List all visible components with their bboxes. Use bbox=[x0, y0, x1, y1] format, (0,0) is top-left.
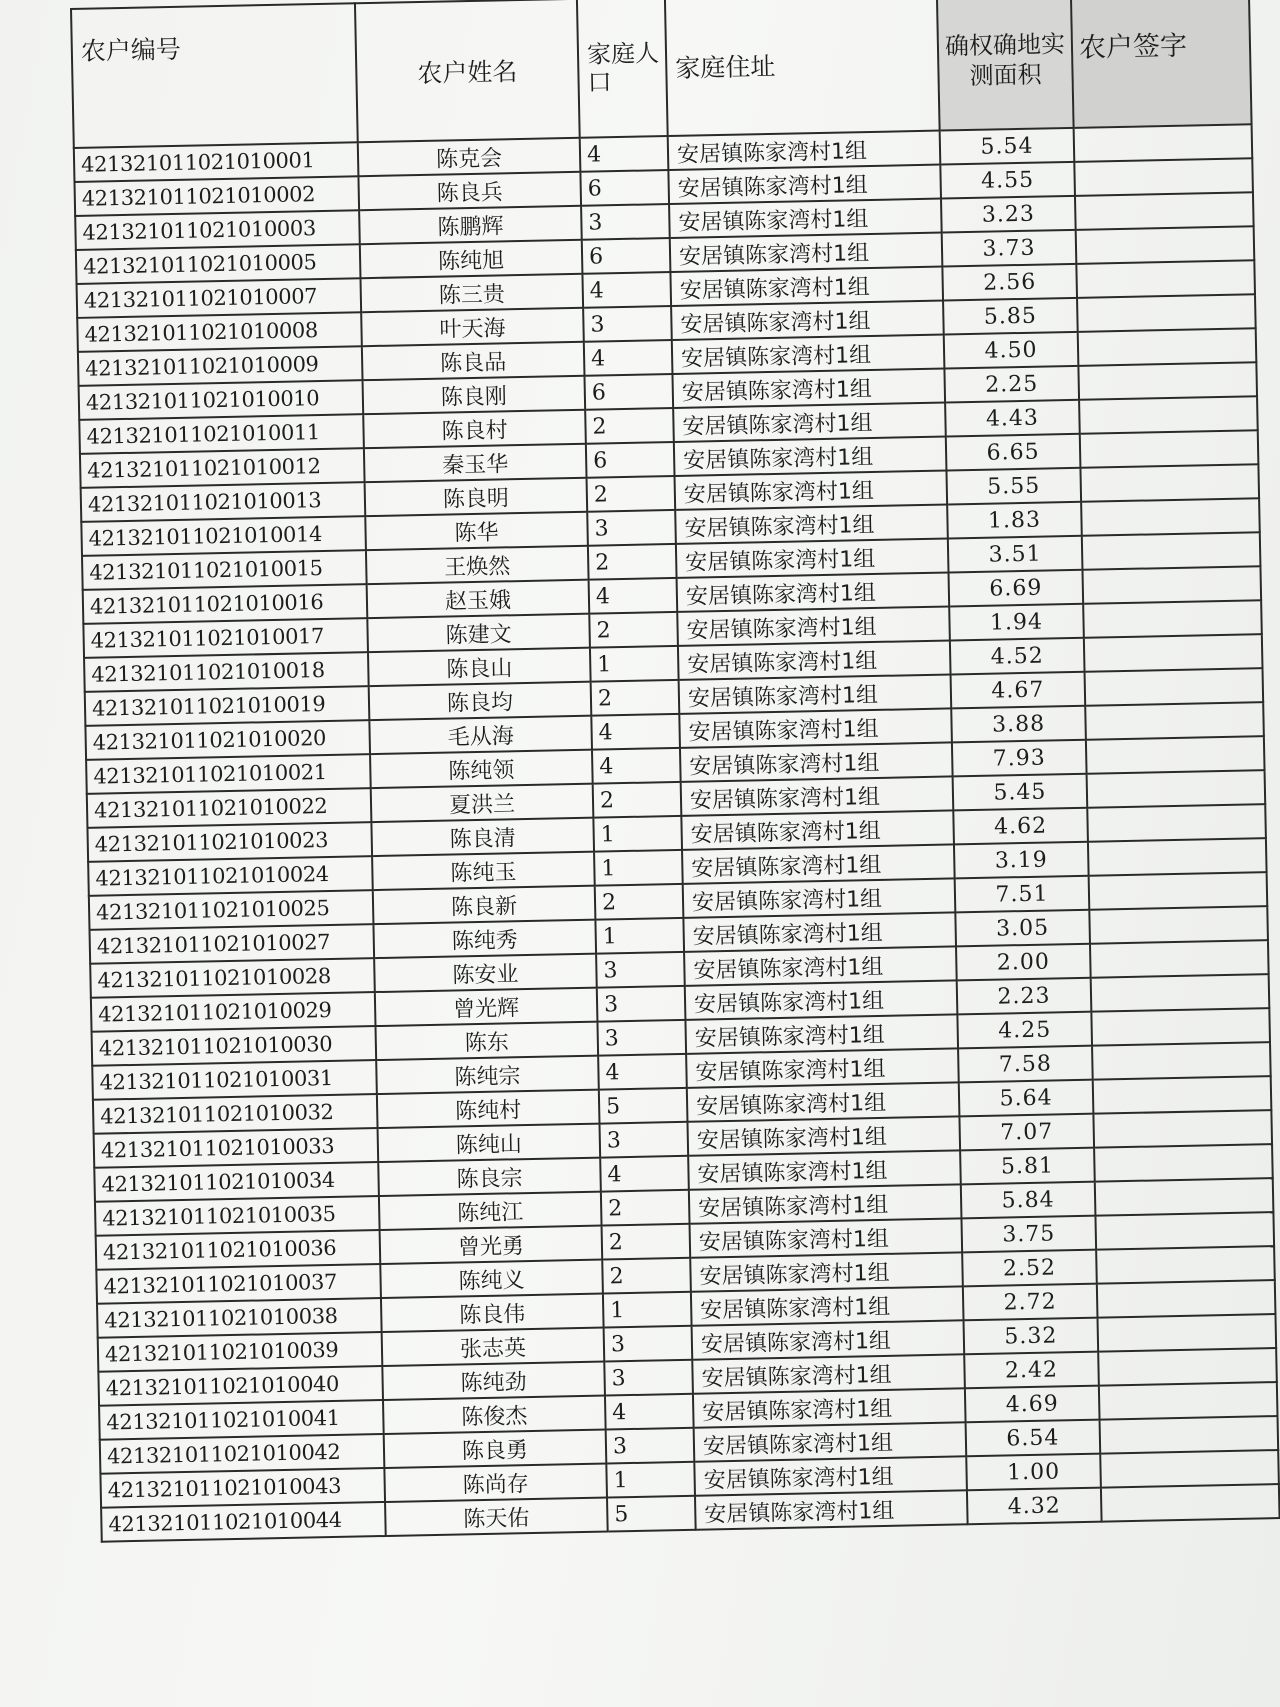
cell-household-code: 421321011021010028 bbox=[90, 958, 375, 998]
cell-signature-blank[interactable] bbox=[1077, 294, 1256, 332]
cell-measured-area: 6.54 bbox=[966, 1420, 1101, 1457]
cell-family-population: 3 bbox=[597, 986, 686, 1022]
cell-household-name: 陈建文 bbox=[367, 614, 590, 652]
cell-signature-blank[interactable] bbox=[1078, 362, 1257, 400]
cell-measured-area: 4.52 bbox=[950, 638, 1085, 675]
cell-family-address: 安居镇陈家湾村1组 bbox=[668, 131, 941, 170]
cell-signature-blank[interactable] bbox=[1097, 1280, 1276, 1318]
cell-household-name: 陈纯山 bbox=[378, 1124, 601, 1162]
cell-measured-area: 4.69 bbox=[965, 1386, 1100, 1423]
cell-measured-area: 3.19 bbox=[954, 842, 1089, 879]
cell-family-population: 6 bbox=[586, 442, 675, 478]
cell-measured-area: 5.84 bbox=[961, 1182, 1096, 1219]
cell-household-code: 421321011021010022 bbox=[87, 788, 372, 828]
cell-household-code: 421321011021010029 bbox=[91, 992, 376, 1032]
cell-family-population: 2 bbox=[602, 1258, 691, 1294]
cell-household-code: 421321011021010041 bbox=[99, 1400, 384, 1440]
cell-household-code: 421321011021010008 bbox=[77, 312, 362, 352]
cell-household-name: 陈纯领 bbox=[370, 750, 593, 788]
cell-household-code: 421321011021010038 bbox=[97, 1298, 382, 1338]
cell-family-address: 安居镇陈家湾村1组 bbox=[683, 912, 956, 951]
cell-measured-area: 5.81 bbox=[960, 1148, 1095, 1185]
cell-family-population: 3 bbox=[581, 204, 670, 240]
cell-household-name: 陈天佑 bbox=[385, 1498, 608, 1536]
cell-signature-blank[interactable] bbox=[1091, 974, 1270, 1012]
cell-measured-area: 2.25 bbox=[944, 366, 1079, 403]
cell-family-address: 安居镇陈家湾村1组 bbox=[692, 1354, 965, 1393]
cell-family-population: 2 bbox=[602, 1224, 691, 1260]
cell-family-population: 2 bbox=[595, 884, 684, 920]
cell-family-population: 4 bbox=[582, 272, 671, 308]
cell-family-address: 安居镇陈家湾村1组 bbox=[675, 504, 948, 543]
cell-measured-area: 4.43 bbox=[945, 400, 1080, 437]
column-header-code: 农户编号 bbox=[71, 3, 358, 148]
cell-household-name: 陈良村 bbox=[363, 410, 586, 448]
cell-household-name: 陈安业 bbox=[374, 954, 597, 992]
cell-family-population: 6 bbox=[580, 170, 669, 206]
cell-family-address: 安居镇陈家湾村1组 bbox=[680, 742, 953, 781]
cell-signature-blank[interactable] bbox=[1093, 1076, 1272, 1114]
cell-signature-blank[interactable] bbox=[1100, 1450, 1279, 1488]
cell-household-code: 421321011021010016 bbox=[83, 584, 368, 624]
cell-family-population: 6 bbox=[582, 238, 671, 274]
land-registry-sheet bbox=[70, 0, 1279, 1543]
cell-signature-blank[interactable] bbox=[1076, 260, 1255, 298]
cell-signature-blank[interactable] bbox=[1084, 634, 1263, 672]
cell-household-code: 421321011021010031 bbox=[92, 1060, 377, 1100]
cell-family-address: 安居镇陈家湾村1组 bbox=[686, 1048, 959, 1087]
cell-household-code: 421321011021010017 bbox=[83, 618, 368, 658]
cell-household-code: 421321011021010003 bbox=[75, 210, 360, 250]
cell-family-address: 安居镇陈家湾村1组 bbox=[677, 572, 950, 611]
cell-household-code: 421321011021010032 bbox=[93, 1094, 378, 1134]
cell-household-name: 陈纯旭 bbox=[360, 240, 583, 278]
cell-household-code: 421321011021010030 bbox=[92, 1026, 377, 1066]
cell-household-code: 421321011021010037 bbox=[96, 1264, 381, 1304]
cell-household-name: 赵玉娥 bbox=[367, 580, 590, 618]
column-header-area: 确权确地实测面积 bbox=[937, 0, 1074, 131]
cell-signature-blank[interactable] bbox=[1087, 770, 1266, 808]
cell-family-address: 安居镇陈家湾村1组 bbox=[688, 1150, 961, 1189]
cell-household-name: 陈良宗 bbox=[378, 1158, 601, 1196]
column-header-address: 家庭住址 bbox=[665, 0, 940, 136]
cell-measured-area: 1.83 bbox=[947, 502, 1082, 539]
table-header-row bbox=[71, 0, 1252, 148]
cell-family-address: 安居镇陈家湾村1组 bbox=[671, 301, 944, 340]
cell-household-code: 421321011021010010 bbox=[79, 380, 364, 420]
cell-household-code: 421321011021010001 bbox=[74, 142, 359, 182]
cell-family-address: 安居镇陈家湾村1组 bbox=[681, 810, 954, 849]
cell-household-name: 陈良兵 bbox=[358, 172, 581, 210]
cell-family-address: 安居镇陈家湾村1组 bbox=[685, 1014, 958, 1053]
cell-family-address: 安居镇陈家湾村1组 bbox=[670, 267, 943, 306]
cell-signature-blank[interactable] bbox=[1095, 1212, 1274, 1250]
cell-family-address: 安居镇陈家湾村1组 bbox=[687, 1116, 960, 1155]
cell-household-name: 夏洪兰 bbox=[371, 784, 594, 822]
cell-household-name: 陈俊杰 bbox=[383, 1396, 606, 1434]
cell-measured-area: 3.23 bbox=[941, 196, 1076, 233]
cell-family-population: 4 bbox=[600, 1156, 689, 1192]
cell-household-name: 陈纯江 bbox=[379, 1192, 602, 1230]
cell-signature-blank[interactable] bbox=[1099, 1382, 1278, 1420]
cell-signature-blank[interactable] bbox=[1098, 1348, 1277, 1386]
cell-household-name: 陈纯义 bbox=[380, 1260, 603, 1298]
cell-family-address: 安居镇陈家湾村1组 bbox=[682, 844, 955, 883]
cell-family-population: 3 bbox=[606, 1428, 695, 1464]
cell-measured-area: 5.54 bbox=[940, 128, 1075, 165]
cell-signature-blank[interactable] bbox=[1100, 1416, 1279, 1454]
cell-household-code: 421321011021010019 bbox=[85, 686, 370, 726]
cell-household-code: 421321011021010013 bbox=[81, 482, 366, 522]
cell-measured-area: 2.42 bbox=[964, 1352, 1099, 1389]
cell-signature-blank[interactable] bbox=[1082, 532, 1261, 570]
cell-family-address: 安居镇陈家湾村1组 bbox=[692, 1320, 965, 1359]
cell-household-code: 421321011021010009 bbox=[78, 346, 363, 386]
cell-family-population: 3 bbox=[604, 1360, 693, 1396]
cell-family-population: 2 bbox=[589, 612, 678, 648]
cell-household-name: 张志英 bbox=[382, 1328, 605, 1366]
cell-household-code: 421321011021010007 bbox=[77, 278, 362, 318]
cell-household-code: 421321011021010005 bbox=[76, 244, 361, 284]
cell-household-code: 421321011021010012 bbox=[80, 448, 365, 488]
cell-household-name: 陈华 bbox=[365, 512, 588, 550]
cell-measured-area: 3.88 bbox=[951, 706, 1086, 743]
cell-measured-area: 5.64 bbox=[959, 1080, 1094, 1117]
cell-household-name: 曾光辉 bbox=[375, 988, 598, 1026]
cell-measured-area: 2.56 bbox=[942, 264, 1077, 301]
cell-measured-area: 3.75 bbox=[961, 1216, 1096, 1253]
cell-family-address: 安居镇陈家湾村1组 bbox=[668, 165, 941, 204]
column-header-name: 农户姓名 bbox=[355, 0, 580, 142]
cell-family-address: 安居镇陈家湾村1组 bbox=[679, 674, 952, 713]
cell-household-name: 秦玉华 bbox=[364, 444, 587, 482]
cell-family-address: 安居镇陈家湾村1组 bbox=[690, 1252, 963, 1291]
cell-family-population: 2 bbox=[601, 1190, 690, 1226]
cell-signature-blank[interactable] bbox=[1085, 668, 1264, 706]
cell-household-code: 421321011021010027 bbox=[90, 924, 375, 964]
cell-measured-area: 2.72 bbox=[963, 1284, 1098, 1321]
cell-signature-blank[interactable] bbox=[1081, 498, 1260, 536]
cell-measured-area: 5.32 bbox=[964, 1318, 1099, 1355]
cell-family-address: 安居镇陈家湾村1组 bbox=[683, 878, 956, 917]
cell-family-address: 安居镇陈家湾村1组 bbox=[691, 1286, 964, 1325]
cell-household-name: 陈三贵 bbox=[360, 274, 583, 312]
cell-signature-blank[interactable] bbox=[1080, 430, 1259, 468]
cell-measured-area: 2.00 bbox=[956, 944, 1091, 981]
cell-family-population: 3 bbox=[597, 1020, 686, 1056]
cell-signature-blank[interactable] bbox=[1083, 600, 1262, 638]
cell-signature-blank[interactable] bbox=[1082, 566, 1261, 604]
cell-family-population: 1 bbox=[594, 850, 683, 886]
cell-signature-blank[interactable] bbox=[1085, 702, 1264, 740]
cell-household-code: 421321011021010025 bbox=[89, 890, 374, 930]
cell-measured-area: 5.55 bbox=[946, 468, 1081, 505]
cell-family-population: 3 bbox=[599, 1122, 688, 1158]
cell-household-name: 陈良伟 bbox=[381, 1294, 604, 1332]
cell-signature-blank[interactable] bbox=[1097, 1314, 1276, 1352]
cell-household-name: 陈良明 bbox=[365, 478, 588, 516]
cell-family-population: 1 bbox=[595, 918, 684, 954]
cell-family-population: 2 bbox=[585, 408, 674, 444]
cell-family-address: 安居镇陈家湾村1组 bbox=[679, 708, 952, 747]
cell-signature-blank[interactable] bbox=[1101, 1484, 1280, 1522]
cell-signature-blank[interactable] bbox=[1094, 1144, 1273, 1182]
cell-household-code: 421321011021010039 bbox=[98, 1332, 383, 1372]
cell-measured-area: 1.94 bbox=[949, 604, 1084, 641]
cell-family-address: 安居镇陈家湾村1组 bbox=[675, 471, 948, 510]
cell-family-address: 安居镇陈家湾村1组 bbox=[685, 980, 958, 1019]
cell-measured-area: 3.73 bbox=[942, 230, 1077, 267]
cell-family-population: 1 bbox=[593, 816, 682, 852]
cell-household-code: 421321011021010020 bbox=[85, 720, 370, 760]
cell-household-code: 421321011021010021 bbox=[86, 754, 371, 794]
cell-household-name: 陈尚存 bbox=[384, 1464, 607, 1502]
cell-signature-blank[interactable] bbox=[1074, 124, 1253, 162]
cell-measured-area: 4.32 bbox=[967, 1488, 1102, 1525]
cell-family-address: 安居镇陈家湾村1组 bbox=[674, 437, 947, 476]
cell-measured-area: 4.55 bbox=[940, 162, 1075, 199]
cell-signature-blank[interactable] bbox=[1080, 464, 1259, 502]
cell-family-address: 安居镇陈家湾村1组 bbox=[670, 233, 943, 272]
cell-household-code: 421321011021010024 bbox=[88, 856, 373, 896]
cell-family-address: 安居镇陈家湾村1组 bbox=[687, 1082, 960, 1121]
cell-household-code: 421321011021010033 bbox=[94, 1128, 379, 1168]
cell-household-name: 陈鹏辉 bbox=[359, 206, 582, 244]
cell-measured-area: 3.51 bbox=[948, 536, 1083, 573]
cell-household-name: 陈良均 bbox=[369, 682, 592, 720]
cell-family-address: 安居镇陈家湾村1组 bbox=[672, 335, 945, 374]
column-header-signature: 农户签字 bbox=[1071, 0, 1252, 128]
cell-household-code: 421321011021010043 bbox=[100, 1468, 385, 1508]
cell-family-address: 安居镇陈家湾村1组 bbox=[673, 403, 946, 442]
cell-household-name: 陈东 bbox=[375, 1022, 598, 1060]
cell-measured-area: 7.58 bbox=[958, 1046, 1093, 1083]
cell-family-address: 安居镇陈家湾村1组 bbox=[693, 1388, 966, 1427]
cell-household-name: 曾光勇 bbox=[380, 1226, 603, 1264]
cell-household-name: 陈良清 bbox=[371, 818, 594, 856]
cell-household-code: 421321011021010040 bbox=[98, 1366, 383, 1406]
cell-family-population: 4 bbox=[591, 714, 680, 750]
cell-measured-area: 2.23 bbox=[957, 978, 1092, 1015]
cell-family-population: 4 bbox=[598, 1054, 687, 1090]
cell-signature-blank[interactable] bbox=[1090, 940, 1269, 978]
cell-family-address: 安居镇陈家湾村1组 bbox=[694, 1422, 967, 1461]
cell-measured-area: 2.52 bbox=[962, 1250, 1097, 1287]
cell-household-code: 421321011021010002 bbox=[74, 176, 359, 216]
cell-household-name: 王焕然 bbox=[366, 546, 589, 584]
cell-family-address: 安居镇陈家湾村1组 bbox=[672, 369, 945, 408]
cell-household-code: 421321011021010035 bbox=[95, 1196, 380, 1236]
cell-household-name: 叶天海 bbox=[361, 308, 584, 346]
cell-signature-blank[interactable] bbox=[1079, 396, 1258, 434]
cell-household-code: 421321011021010018 bbox=[84, 652, 369, 692]
cell-measured-area: 4.25 bbox=[957, 1012, 1092, 1049]
cell-family-population: 4 bbox=[580, 136, 669, 172]
cell-household-code: 421321011021010044 bbox=[101, 1502, 386, 1542]
cell-signature-blank[interactable] bbox=[1088, 838, 1267, 876]
cell-signature-blank[interactable] bbox=[1078, 328, 1257, 366]
cell-measured-area: 7.51 bbox=[955, 876, 1090, 913]
cell-household-code: 421321011021010014 bbox=[81, 516, 366, 556]
cell-household-name: 陈良刚 bbox=[363, 376, 586, 414]
cell-household-code: 421321011021010042 bbox=[100, 1434, 385, 1474]
cell-signature-blank[interactable] bbox=[1091, 1008, 1270, 1046]
cell-family-population: 4 bbox=[589, 578, 678, 614]
cell-household-name: 陈良勇 bbox=[384, 1430, 607, 1468]
cell-family-population: 3 bbox=[587, 510, 676, 546]
cell-household-name: 陈克会 bbox=[358, 138, 581, 176]
cell-household-name: 陈纯玉 bbox=[372, 852, 595, 890]
cell-household-name: 陈纯宗 bbox=[376, 1056, 599, 1094]
cell-family-population: 3 bbox=[596, 952, 685, 988]
table-body bbox=[74, 124, 1280, 1541]
cell-family-address: 安居镇陈家湾村1组 bbox=[669, 199, 942, 238]
cell-family-population: 3 bbox=[583, 306, 672, 342]
cell-measured-area: 6.65 bbox=[946, 434, 1081, 471]
cell-family-address: 安居镇陈家湾村1组 bbox=[689, 1184, 962, 1223]
cell-family-population: 5 bbox=[607, 1496, 696, 1532]
cell-family-address: 安居镇陈家湾村1组 bbox=[684, 946, 957, 985]
cell-family-address: 安居镇陈家湾村1组 bbox=[681, 776, 954, 815]
cell-household-name: 陈纯秀 bbox=[373, 920, 596, 958]
cell-household-code: 421321011021010011 bbox=[79, 414, 364, 454]
cell-signature-blank[interactable] bbox=[1074, 158, 1253, 196]
cell-family-population: 2 bbox=[587, 476, 676, 512]
cell-family-address: 安居镇陈家湾村1组 bbox=[677, 606, 950, 645]
column-header-population: 家庭人口 bbox=[577, 0, 668, 138]
cell-signature-blank[interactable] bbox=[1076, 226, 1255, 264]
cell-measured-area: 1.00 bbox=[966, 1454, 1101, 1491]
cell-family-population: 1 bbox=[606, 1462, 695, 1498]
cell-family-population: 2 bbox=[588, 544, 677, 580]
cell-measured-area: 3.05 bbox=[955, 910, 1090, 947]
cell-family-population: 1 bbox=[590, 646, 679, 682]
cell-family-address: 安居镇陈家湾村1组 bbox=[690, 1218, 963, 1257]
cell-household-name: 陈良新 bbox=[373, 886, 596, 924]
cell-measured-area: 4.50 bbox=[944, 332, 1079, 369]
cell-measured-area: 4.67 bbox=[951, 672, 1086, 709]
cell-signature-blank[interactable] bbox=[1086, 736, 1265, 774]
cell-family-address: 安居镇陈家湾村1组 bbox=[678, 640, 951, 679]
cell-household-name: 毛从海 bbox=[369, 716, 592, 754]
cell-family-population: 2 bbox=[591, 680, 680, 716]
cell-family-population: 6 bbox=[584, 374, 673, 410]
cell-family-population: 4 bbox=[592, 748, 681, 784]
cell-signature-blank[interactable] bbox=[1089, 906, 1268, 944]
cell-household-code: 421321011021010023 bbox=[87, 822, 372, 862]
cell-signature-blank[interactable] bbox=[1092, 1042, 1271, 1080]
cell-signature-blank[interactable] bbox=[1089, 872, 1268, 910]
cell-family-population: 2 bbox=[593, 782, 682, 818]
cell-signature-blank[interactable] bbox=[1093, 1110, 1272, 1148]
cell-family-population: 3 bbox=[604, 1326, 693, 1362]
cell-household-code: 421321011021010036 bbox=[96, 1230, 381, 1270]
cell-household-name: 陈良山 bbox=[368, 648, 591, 686]
cell-family-address: 安居镇陈家湾村1组 bbox=[694, 1456, 967, 1495]
cell-household-name: 陈纯村 bbox=[377, 1090, 600, 1128]
cell-family-address: 安居镇陈家湾村1组 bbox=[695, 1490, 968, 1529]
household-table bbox=[70, 0, 1280, 1543]
cell-household-name: 陈纯劲 bbox=[382, 1362, 605, 1400]
cell-measured-area: 7.07 bbox=[959, 1114, 1094, 1151]
cell-household-code: 421321011021010034 bbox=[94, 1162, 379, 1202]
cell-family-population: 4 bbox=[605, 1394, 694, 1430]
cell-signature-blank[interactable] bbox=[1096, 1246, 1275, 1284]
cell-measured-area: 7.93 bbox=[952, 740, 1087, 777]
cell-household-name: 陈良品 bbox=[362, 342, 585, 380]
cell-family-population: 5 bbox=[599, 1088, 688, 1124]
cell-family-population: 4 bbox=[584, 340, 673, 376]
cell-measured-area: 6.69 bbox=[949, 570, 1084, 607]
cell-signature-blank[interactable] bbox=[1075, 192, 1254, 230]
cell-family-population: 1 bbox=[603, 1292, 692, 1328]
cell-household-code: 421321011021010015 bbox=[82, 550, 367, 590]
cell-measured-area: 4.62 bbox=[953, 808, 1088, 845]
cell-measured-area: 5.85 bbox=[943, 298, 1078, 335]
cell-signature-blank[interactable] bbox=[1095, 1178, 1274, 1216]
cell-family-address: 安居镇陈家湾村1组 bbox=[676, 538, 949, 577]
cell-measured-area: 5.45 bbox=[953, 774, 1088, 811]
cell-signature-blank[interactable] bbox=[1087, 804, 1266, 842]
